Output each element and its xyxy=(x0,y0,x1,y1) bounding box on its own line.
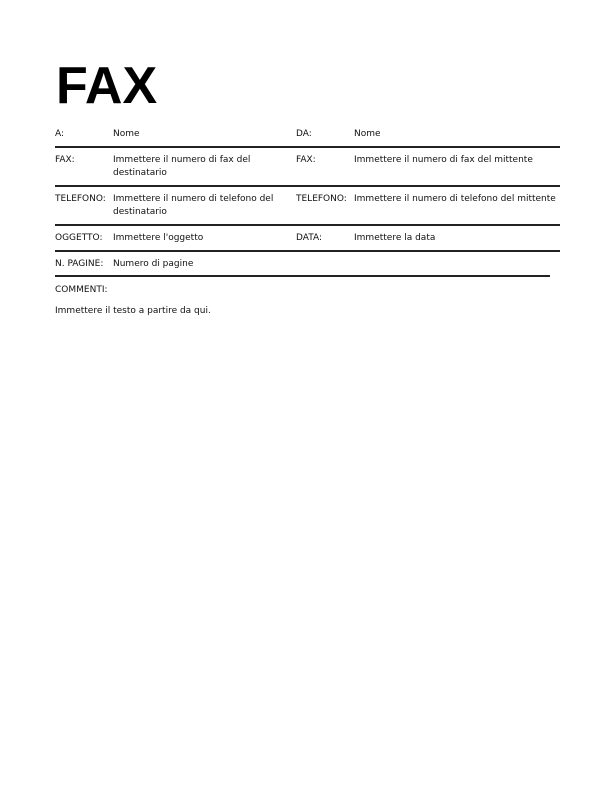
comments-label: COMMENTI: xyxy=(55,285,108,295)
to-label: A: xyxy=(55,129,65,139)
divider xyxy=(55,224,560,226)
phone-from-label: TELEFONO: xyxy=(296,194,347,204)
phone-from-value[interactable]: Immettere il numero di telefono del mittente xyxy=(354,194,556,204)
date-label: DATA: xyxy=(296,233,323,243)
divider xyxy=(55,185,560,187)
pages-value[interactable]: Numero di pagine xyxy=(113,259,194,269)
from-value[interactable]: Nome xyxy=(354,129,381,139)
phone-to-value[interactable]: Immettere il numero di telefono del destinatario xyxy=(113,194,274,217)
phone-to-label: TELEFONO: xyxy=(55,194,106,204)
divider xyxy=(55,250,560,252)
comments-text[interactable]: Immettere il testo a partire da qui. xyxy=(55,306,211,316)
date-value[interactable]: Immettere la data xyxy=(354,233,436,243)
to-value[interactable]: Nome xyxy=(113,129,140,139)
from-label: DA: xyxy=(296,129,312,139)
divider xyxy=(55,275,550,277)
fax-from-label: FAX: xyxy=(296,155,316,165)
subject-label: OGGETTO: xyxy=(55,233,103,243)
subject-value[interactable]: Immettere l'oggetto xyxy=(113,233,204,243)
fax-from-value[interactable]: Immettere il numero di fax del mittente xyxy=(354,155,533,165)
fax-to-label: FAX: xyxy=(55,155,75,165)
pages-label: N. PAGINE: xyxy=(55,259,104,269)
divider xyxy=(55,146,560,148)
fax-to-value[interactable]: Immettere il numero di fax del destinatario xyxy=(113,155,251,178)
fax-title: FAX xyxy=(56,57,158,115)
